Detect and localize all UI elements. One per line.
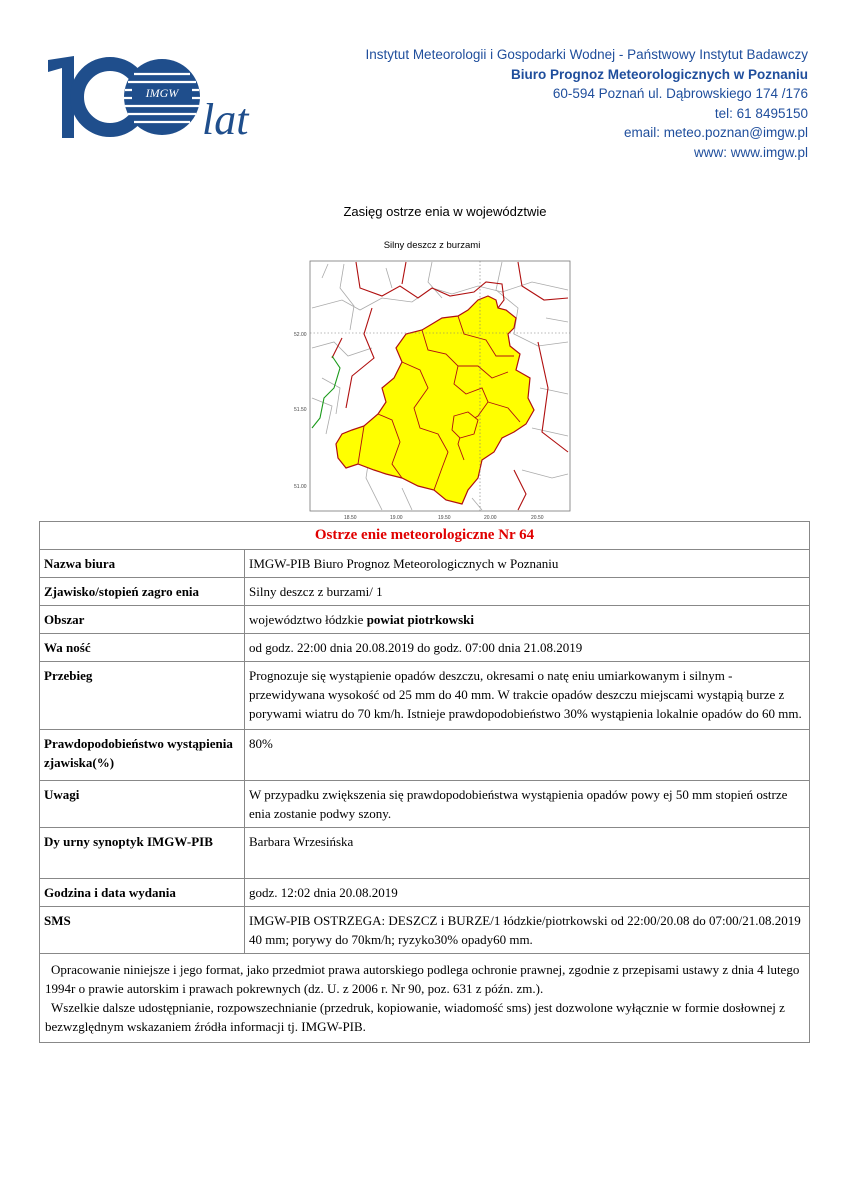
office-email[interactable]: email: meteo.poznan@imgw.pl (623, 125, 808, 141)
row-label: Dy urny synoptyk IMGW-PIB (40, 828, 245, 879)
warning-map-svg (282, 238, 582, 523)
table-row (40, 550, 810, 578)
imgw-100-years-logo (44, 52, 258, 144)
office-name: Biuro Prognoz Meteorologicznych w Poznaniu (510, 66, 808, 82)
x-tick-label: 20.00 (484, 515, 497, 521)
row-label: Obszar (40, 606, 245, 634)
row-value: IMGW-PIB OSTRZEGA: DESZCZ i BURZE/1 łódzkie/piotrkowski od 22:00/20.08 do 07:00/21.08.2019 40 mm; porywy do 70km/h; ryzyko30% opady60 mm. (245, 907, 810, 954)
row-label: Prawdopodobieństwo wystąpienia zjawiska(%) (40, 730, 245, 781)
map-caption: Zasięg ostrze enia w województwie (343, 204, 547, 219)
table-row (40, 606, 810, 634)
warning-title: Ostrze enie meteorologiczne Nr 64 (40, 522, 810, 550)
row-label: Zjawisko/stopień zagro enia (40, 578, 245, 606)
row-label: Przebieg (40, 662, 245, 730)
row-value: od godz. 22:00 dnia 20.08.2019 do godz. 07:00 dnia 21.08.2019 (245, 634, 810, 662)
row-value-area (245, 606, 810, 634)
table-row (40, 662, 810, 730)
office-website[interactable]: www: www.imgw.pl (693, 144, 808, 160)
y-tick-label: 52.00 (294, 332, 307, 338)
row-value: Silny deszcz z burzami/ 1 (245, 578, 810, 606)
table-row (40, 828, 810, 879)
institute-header (366, 45, 808, 163)
x-tick-label: 19.50 (438, 515, 451, 521)
copyright-row (40, 954, 810, 1043)
row-label: Uwagi (40, 781, 245, 828)
svg-text:IMGW: IMGW (145, 86, 179, 100)
table-row (40, 781, 810, 828)
copyright-notice (40, 954, 810, 1043)
voivodeship-name: województwo łódzkie (249, 612, 364, 627)
x-tick-label: 18.50 (344, 515, 357, 521)
y-tick-label: 51.00 (294, 484, 307, 490)
office-address: 60-594 Poznań ul. Dąbrowskiego 174 /176 (552, 86, 808, 102)
row-value: 80% (245, 730, 810, 781)
map-title: Silny deszcz z burzami (383, 240, 481, 251)
row-value: Barbara Wrzesińska (245, 828, 810, 879)
warning-title-row (40, 522, 810, 550)
y-tick-label: 51.50 (294, 407, 307, 413)
row-label: Godzina i data wydania (40, 879, 245, 907)
copyright-text: Opracowanie niniejsze i jego format, jako przedmiot prawa autorskiego podlega ochronie prawnej, zgodnie z przepisami ustawy z dnia 4 lutego 1994r o prawie autorskim i prawach pokrewnych (dz. U. z 2006 r. Nr 90, poz. 631 z późn. zm.). (45, 962, 800, 996)
table-row (40, 578, 810, 606)
redistribution-text: Wszelkie dalsze udostępnianie, rozpowszechnianie (przedruk, kopiowanie, wiadomość sms) jest dozwolone wyłącznie w formie dosłownej z bezwzględnym wskazaniem źródła informacji tj. IMGW-PIB. (45, 1000, 785, 1034)
warning-table (39, 521, 810, 1043)
table-row (40, 879, 810, 907)
table-row (40, 730, 810, 781)
table-row (40, 634, 810, 662)
row-value: IMGW-PIB Biuro Prognoz Meteorologicznych w Poznaniu (245, 550, 810, 578)
row-value: Prognozuje się wystąpienie opadów deszczu, okresami o natę eniu umiarkowanym i silnym - przewidywana wysokość od 25 mm do 40 mm. W trakcie opadów deszczu miejscami wystąpią burze z porywami wiatru do 70 km/h. Istnieje prawdopodobieństwo 30% wystąpienia lokalnie opadów do 60 mm. (245, 662, 810, 730)
row-value: W przypadku zwiększenia się prawdopodobieństwa wystąpienia opadów powy ej 50 mm stopień ostrze enia zostanie podwy szony. (245, 781, 810, 828)
row-value: godz. 12:02 dnia 20.08.2019 (245, 879, 810, 907)
x-tick-label: 20.50 (531, 515, 544, 521)
institute-name: Instytut Meteorologii i Gospodarki Wodnej - Państwowy Instytut Badawczy (365, 47, 808, 62)
row-label: SMS (40, 907, 245, 954)
warning-map (282, 238, 582, 523)
svg-text:lat: lat (202, 95, 249, 144)
row-label: Wa ność (40, 634, 245, 662)
row-label: Nazwa biura (40, 550, 245, 578)
county-name: powiat piotrkowski (366, 612, 474, 627)
x-tick-label: 19.00 (390, 515, 403, 521)
office-phone: tel: 61 8495150 (714, 105, 808, 121)
table-row (40, 907, 810, 954)
